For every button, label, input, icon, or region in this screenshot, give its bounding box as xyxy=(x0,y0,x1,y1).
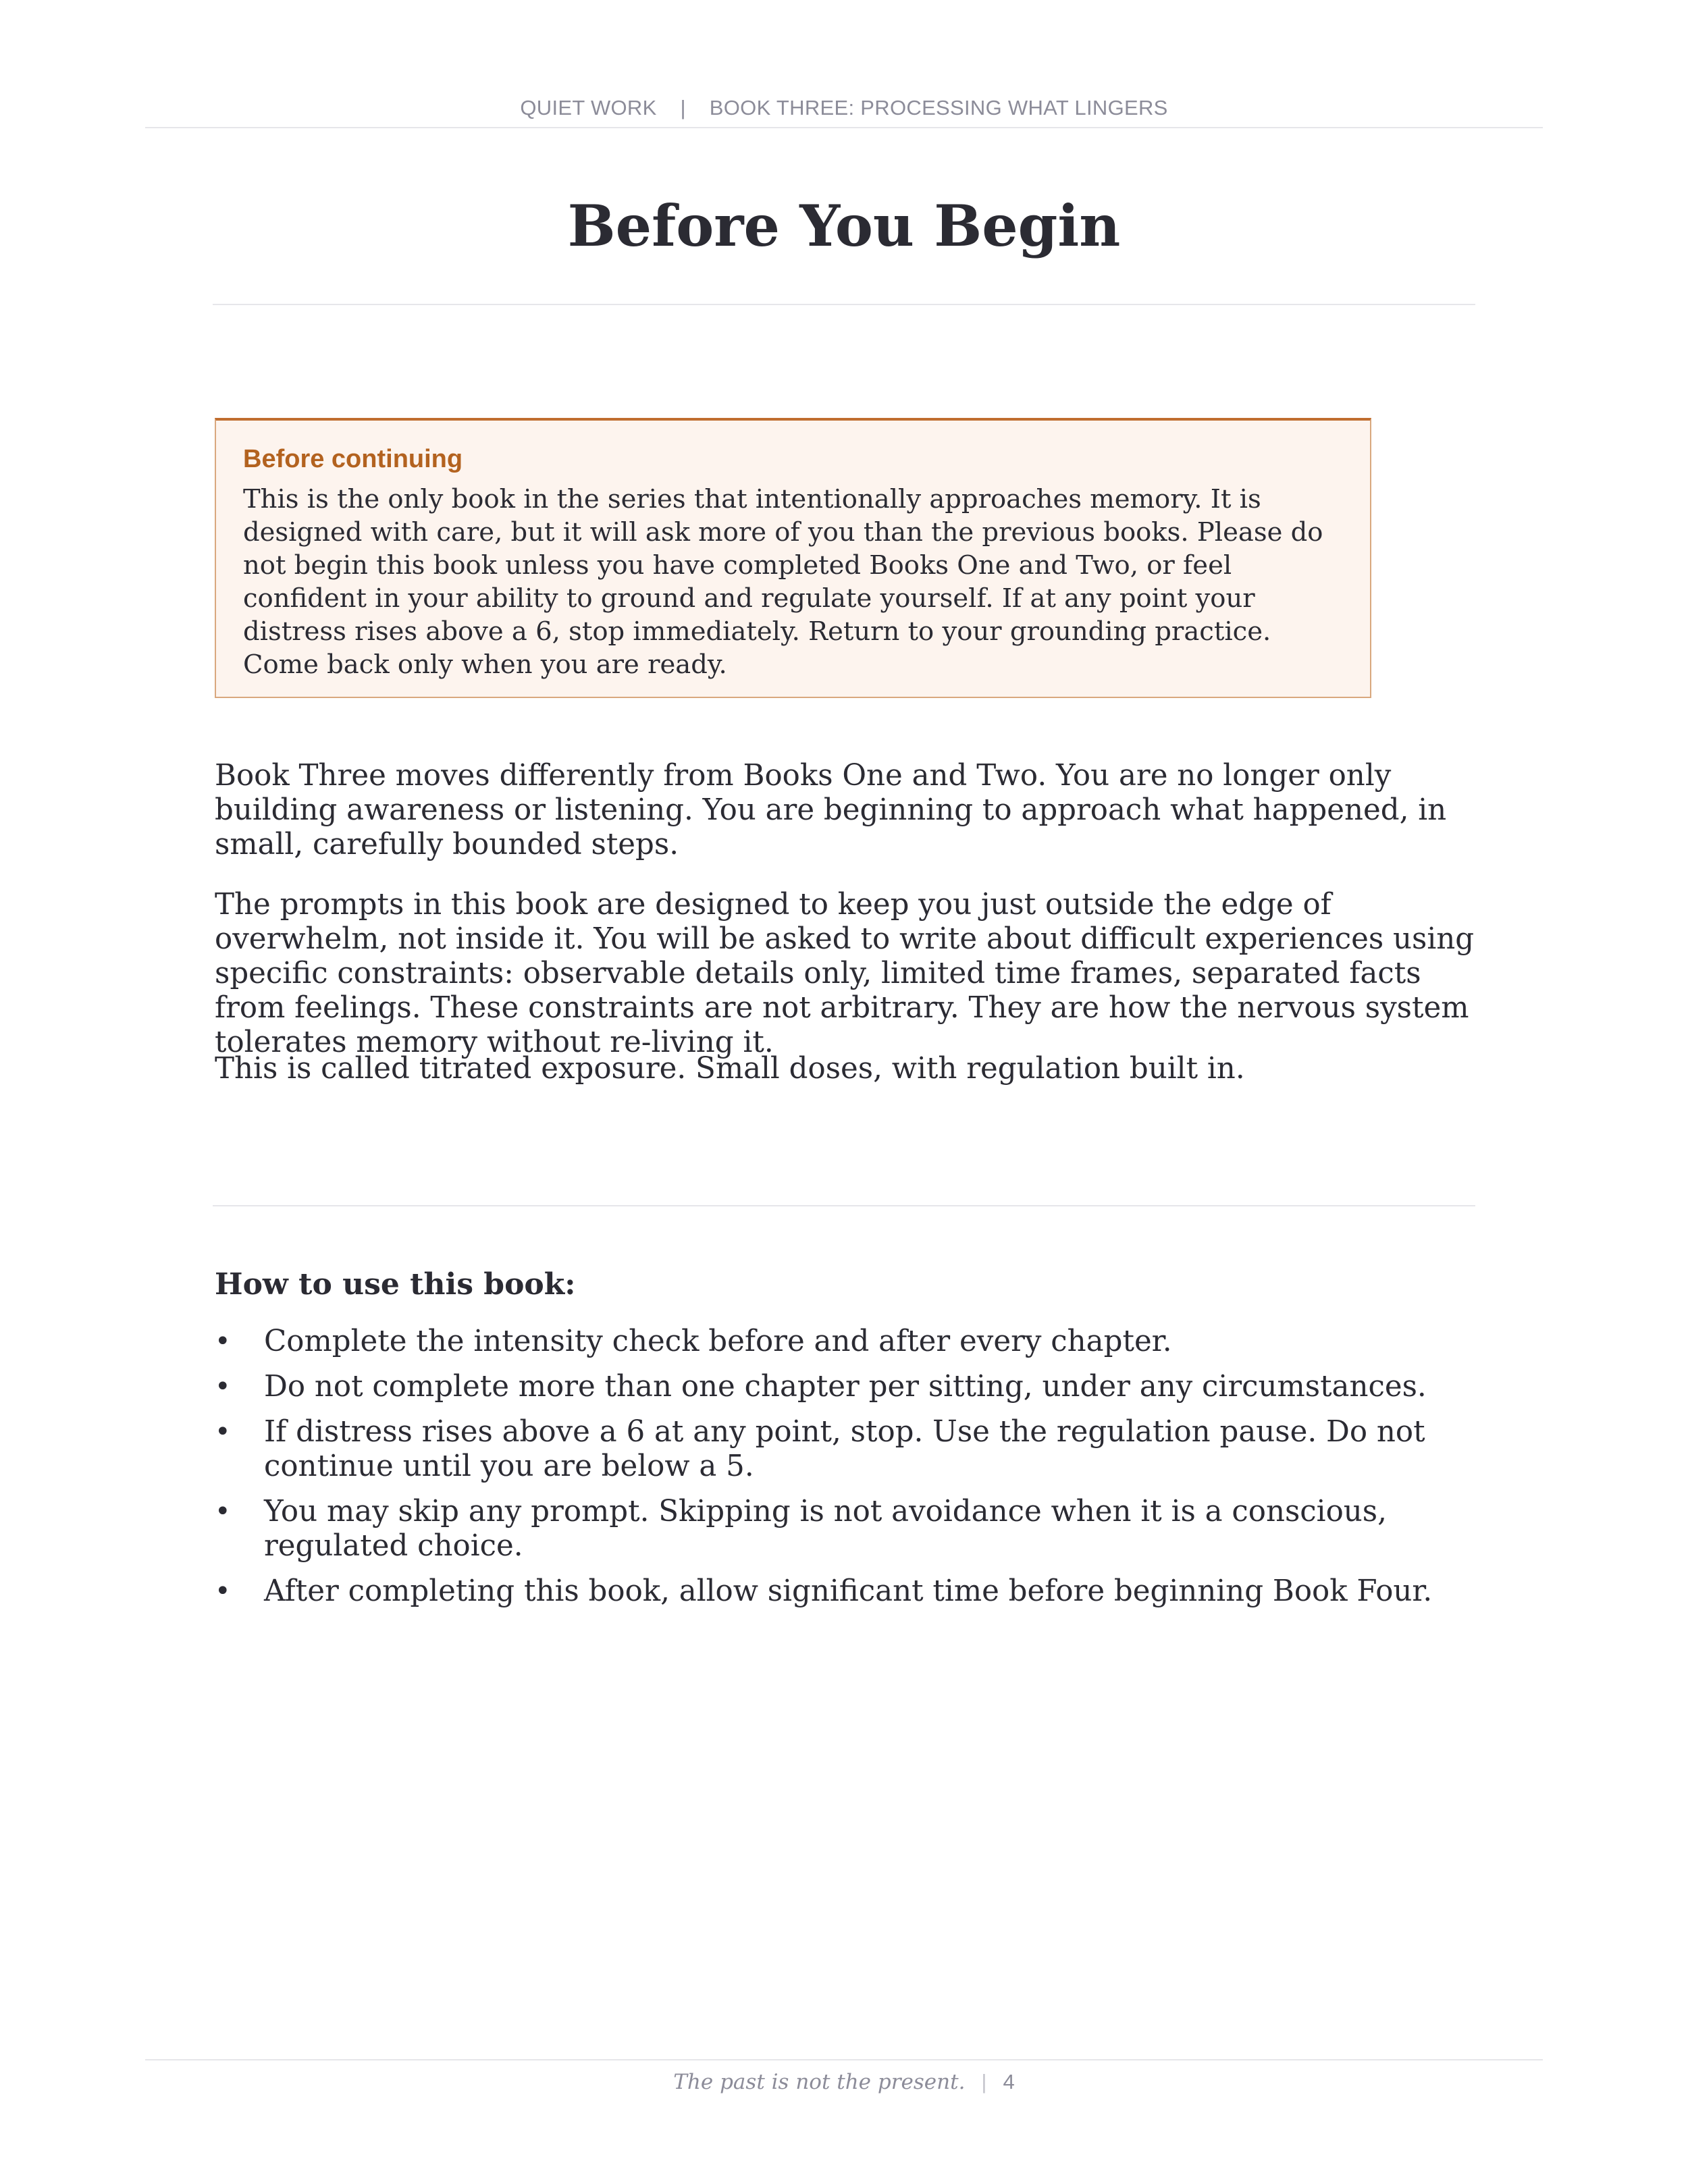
titrated-exposure-paragraph: This is called titrated exposure. Small doses, with regulation built in. xyxy=(215,1052,1245,1086)
page-title: Before You Begin xyxy=(567,192,1121,259)
how-to-use-list xyxy=(215,1325,1518,1620)
list-item xyxy=(215,1574,1518,1609)
list-item-text: If distress rises above a 6 at any point, stop. Use the regulation pause. Do not continue until you are below a 5. xyxy=(264,1415,1425,1483)
running-footer xyxy=(145,2059,1543,2094)
prompts-paragraph: The prompts in this book are designed to keep you just outside the edge of overwhelm, not inside it. You will be asked to write about difficult experiences using specific constraints: observable details only, limited time frames, separated facts from feelings. These constraints are not arbitrary. They are how the nervous system tolerates memory without re-living it. xyxy=(215,888,1475,1059)
how-to-use-heading: How to use this book: xyxy=(215,1267,576,1302)
list-item-text: You may skip any prompt. Skipping is not avoidance when it is a conscious, regulated choice. xyxy=(264,1495,1387,1563)
title-divider xyxy=(213,304,1475,305)
callout-body: This is the only book in the series that intentionally approaches memory. It is designed with care, but it will ask more of you than the previous books. Please do not begin this book unless you have completed Books One and Two, or feel confident in your ability to ground and regulate yourself. If at any point your distress rises above a 6, stop immediately. Return to your grounding practice. Come back only when you are ready. xyxy=(243,484,1323,680)
list-item xyxy=(215,1495,1518,1564)
running-header xyxy=(145,96,1543,128)
page-number: 4 xyxy=(1003,2070,1015,2094)
footer-tagline: The past is not the present. xyxy=(673,2070,966,2094)
bullet-icon: • xyxy=(215,1496,231,1527)
section-divider xyxy=(213,1205,1475,1206)
header-series: QUIET WORK xyxy=(520,96,657,119)
header-separator: | xyxy=(680,96,686,119)
list-item xyxy=(215,1415,1518,1484)
list-item xyxy=(215,1325,1518,1359)
intro-paragraph: Book Three moves differently from Books One and Two. You are no longer only building awareness or listening. You are beginning to approach what happened, in small, carefully bounded steps. xyxy=(215,759,1447,861)
list-item-text: Complete the intensity check before and after every chapter. xyxy=(264,1325,1172,1358)
list-item xyxy=(215,1370,1518,1404)
bullet-icon: • xyxy=(215,1416,231,1447)
callout-heading: Before continuing xyxy=(243,445,463,473)
bullet-icon: • xyxy=(215,1326,231,1357)
header-book-title: BOOK THREE: PROCESSING WHAT LINGERS xyxy=(709,96,1168,119)
list-item-text: Do not complete more than one chapter per sitting, under any circumstances. xyxy=(264,1370,1427,1404)
list-item-text: After completing this book, allow significant time before beginning Book Four. xyxy=(264,1574,1433,1608)
bullet-icon: • xyxy=(215,1576,231,1607)
footer-separator: | xyxy=(981,2070,987,2094)
bullet-icon: • xyxy=(215,1371,231,1402)
warning-callout xyxy=(215,418,1371,698)
